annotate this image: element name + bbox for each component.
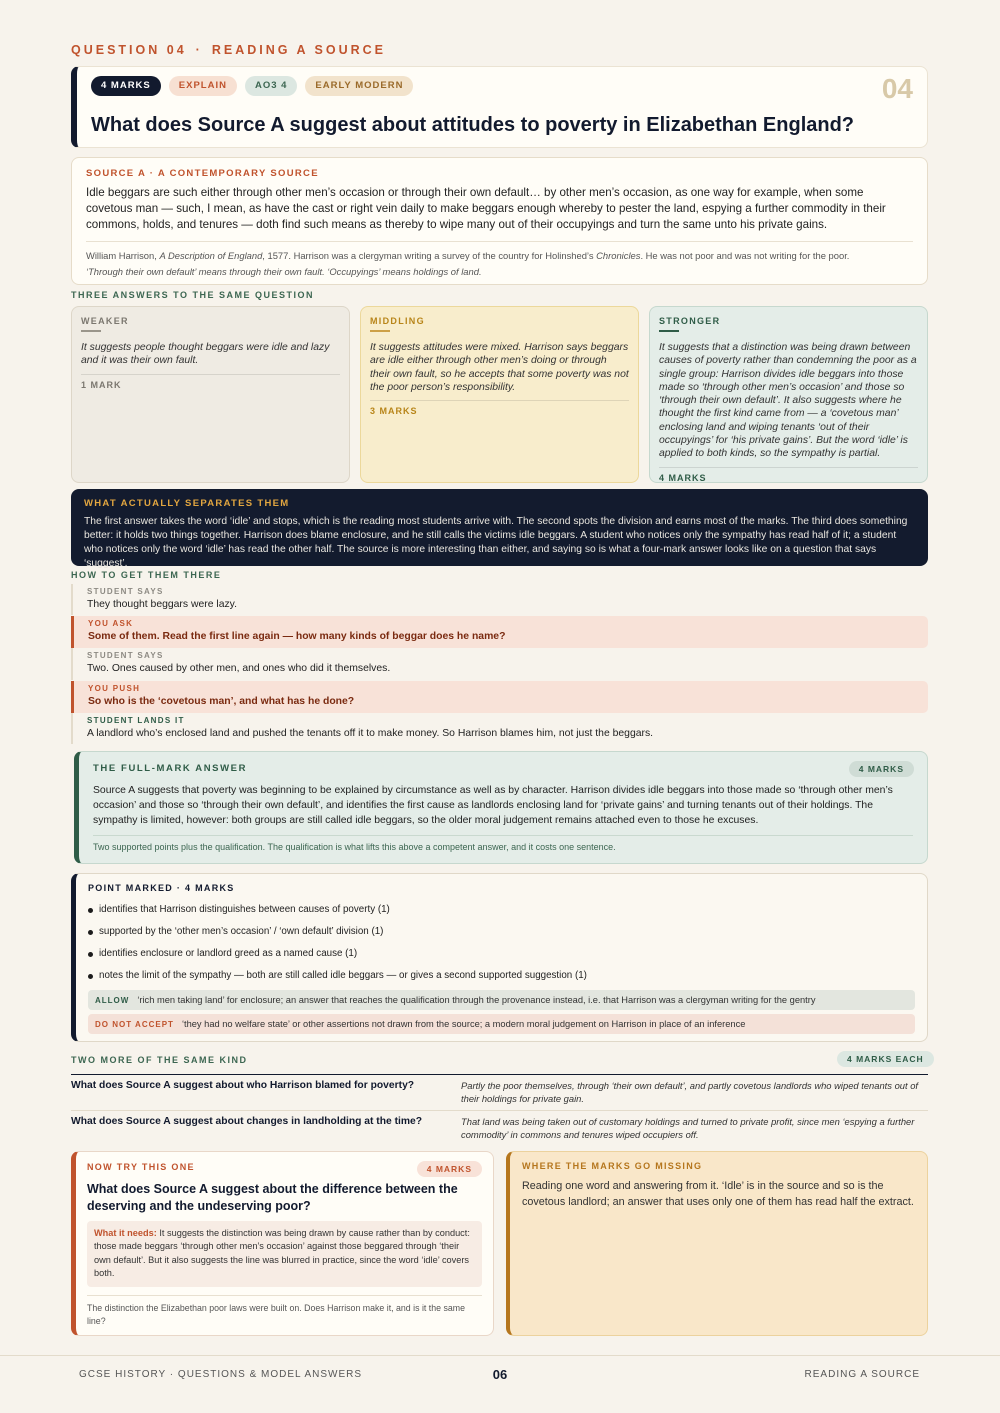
try-footnote: The distinction the Elizabethan poor laws were built on. Does Harrison make it, and is it the same line?	[87, 1295, 482, 1328]
source-text: Idle beggars are such either through other men’s occasion or through their own default… by other men’s occasion, as one way for example, when some covetous man — such, I mean, as have the cast or right vein daily to make beggars enough whereby to pester the land, espying a further commodity in their commons, holds, and tenures — doth find such means as thereby to wipe many out of their occupyings and turn the same unto his private gains.	[86, 186, 886, 231]
answer-stronger	[649, 306, 928, 483]
do-not-accept-row	[88, 1014, 915, 1034]
dialogue-teacher	[71, 681, 928, 713]
dialogue-line: They thought beggars were lazy.	[87, 599, 237, 610]
dialogue-line: Some of them. Read the first line again — how many kinds of beggar does he name?	[88, 631, 506, 642]
allow-row	[88, 990, 915, 1010]
provenance-mid: , 1577. Harrison was a clergyman writing a survey of the country for Holinshed’s	[262, 250, 597, 261]
question-number: 04	[881, 73, 913, 104]
separates-panel	[71, 489, 928, 569]
three-answers-heading: THREE ANSWERS TO THE SAME QUESTION	[71, 290, 315, 300]
dialogue-teacher	[71, 616, 928, 648]
source-provenance	[86, 241, 913, 280]
mark-scheme	[71, 873, 928, 1042]
tag-marks: 4 MARKS	[91, 76, 161, 96]
do-not-accept-label: DO NOT ACCEPT	[95, 1020, 174, 1029]
two-more-table	[71, 1074, 928, 1146]
mark-point: notes the limit of the sympathy — both are still called idle beggars — or gives a second supported suggestion (1)	[88, 965, 915, 987]
table-answer: That land was being taken out of customary holdings and turned to private profit, since men ‘espying a further commodity’ in commons and tenures wiped occupiers off.	[461, 1116, 915, 1140]
mark-point: identifies enclosure or landlord greed as a named cause (1)	[88, 943, 915, 965]
full-mark-text: Source A suggests that poverty was beginning to be explained by circumstance as well as by character. Harrison divides idle beggars into those made so ‘through other men’s occasion’ and those so ‘through their own default’, and identifies the first cause as landlords enclosing land for ‘private gains’ and turning tenants out of their holdings. The sympathy is limited, however: both groups are still called idle beggars, so the older moral judgement remains attached even to those he excuses.	[93, 785, 893, 826]
needs-label: What it needs:	[94, 1228, 157, 1238]
try-this-card	[71, 1151, 494, 1336]
source-card	[71, 157, 928, 285]
dialogue-speaker: STUDENT LANDS IT	[87, 716, 185, 725]
tag-period: EARLY MODERN	[305, 76, 413, 96]
dialogue-line: A landlord who’s enclosed land and pushed the tenants off it to make money. So Harrison blames him, not just the beggars.	[87, 728, 654, 739]
dialogue-line: Two. Ones caused by other men, and ones who did it themselves.	[87, 663, 391, 674]
full-mark-label: THE FULL-MARK ANSWER	[93, 763, 248, 774]
page-footer	[0, 1355, 1000, 1413]
tag-command: EXPLAIN	[169, 76, 237, 96]
try-label: NOW TRY THIS ONE	[87, 1162, 195, 1172]
provenance-chronicles: Chronicles	[596, 250, 641, 261]
kicker-topic: READING A SOURCE	[211, 43, 387, 57]
provenance-book: A Description of England	[159, 250, 263, 261]
dialogue-speaker: STUDENT SAYS	[87, 651, 164, 660]
table-question: What does Source A suggest about who Harrison blamed for poverty?	[71, 1080, 415, 1091]
provenance-author: William Harrison,	[86, 250, 160, 261]
dialogue-speaker: STUDENT SAYS	[87, 587, 164, 596]
question-card	[71, 66, 928, 148]
tag-objective: AO3 4	[245, 76, 297, 96]
answer-label: STRONGER	[659, 316, 721, 326]
footer-left: GCSE HISTORY · QUESTIONS & MODEL ANSWERS	[79, 1369, 363, 1380]
source-gloss: ‘Through their own default’ means through their own fault. ‘Occupyings’ means holdings of land.	[86, 266, 482, 277]
dialogue-student	[71, 648, 928, 680]
page-number: 06	[492, 1367, 508, 1382]
question-tags	[91, 76, 413, 96]
table-row	[71, 1075, 928, 1111]
footer-right: READING A SOURCE	[804, 1369, 920, 1380]
answer-middling	[360, 306, 639, 483]
provenance-end: . He was not poor and was not writing for the poor.	[640, 250, 850, 261]
dialogue-student-lands	[71, 713, 928, 744]
mark-point: identifies that Harrison distinguishes between causes of poverty (1)	[88, 899, 915, 921]
table-question: What does Source A suggest about changes in landholding at the time?	[71, 1116, 423, 1127]
kicker-question: QUESTION 04	[71, 43, 187, 57]
answer-weaker	[71, 306, 350, 483]
two-more-heading: TWO MORE OF THE SAME KIND	[71, 1055, 248, 1065]
do-not-accept-text: ‘they had no welfare state’ or other assertions not drawn from the source; a modern moral judgement on Harrison in place of an inference	[181, 1019, 746, 1029]
dialogue-speaker: YOU ASK	[88, 619, 134, 628]
how-heading: HOW TO GET THEM THERE	[71, 570, 222, 580]
allow-text: ‘rich men taking land’ for enclosure; an answer that reaches the qualification through the provenance instead, i.e. that Harrison was a clergyman writing for the gentry	[137, 995, 816, 1005]
dialogue-speaker: YOU PUSH	[88, 684, 141, 693]
answer-text: It suggests attitudes were mixed. Harrison says beggars are idle either through other men’s doing or through their own fault, so he accepts that some poverty was not the poor person’s responsibility.	[370, 342, 629, 393]
allow-label: ALLOW	[95, 996, 130, 1005]
separates-label: WHAT ACTUALLY SEPARATES THEM	[84, 498, 290, 509]
needs-text: It suggests the distinction was being drawn by cause rather than by conduct: those made beggars ‘through other men’s occasion’ against those beggared through ‘their own default’. But it also suggests the line was blurred in practice, since the word ‘idle’ covers both.	[94, 1228, 470, 1279]
two-more-badge: 4 MARKS EACH	[837, 1051, 934, 1067]
answer-rule	[370, 330, 390, 332]
missing-label: WHERE THE MARKS GO MISSING	[522, 1161, 703, 1171]
answer-rule	[81, 330, 101, 332]
try-needs	[87, 1221, 482, 1287]
question-title: What does Source A suggest about attitudes to poverty in Elizabethan England?	[91, 114, 855, 136]
answer-rule	[659, 330, 679, 332]
separates-text: The first answer takes the word ‘idle’ and stops, which is the reading most students arrive with. The second spots the division and earns most of the marks. The third does something better: it holds two things together. Harrison does blame enclosure, and he still calls the victims idle beggars. A student who notices only the sympathy has read half of it; a student who notices only the word ‘idle’ has read the other half. The source is more interesting than either, and saying so is what a four-mark answer looks like on a question that says ‘suggest’.	[84, 516, 908, 569]
answer-marks: 1 MARK	[81, 374, 340, 390]
full-mark-badge: 4 MARKS	[849, 761, 914, 777]
kicker-separator: ·	[195, 43, 203, 57]
mark-scheme-list	[88, 899, 915, 987]
page-kicker	[71, 43, 386, 57]
answer-label: MIDDLING	[370, 316, 425, 326]
table-answer: Partly the poor themselves, through ‘their own default’, and partly covetous landlords who wiped tenants out of their holdings for private gain.	[461, 1080, 919, 1104]
dialogue-student	[71, 584, 928, 615]
try-question: What does Source A suggest about the difference between the deserving and the undeserving poor?	[87, 1182, 458, 1213]
answer-marks: 4 MARKS	[659, 467, 918, 483]
source-label: SOURCE A · A CONTEMPORARY SOURCE	[86, 168, 319, 179]
marks-missing-card	[506, 1151, 928, 1336]
full-mark-note: Two supported points plus the qualification. The qualification is what lifts this above a competent answer, and it costs one sentence.	[93, 835, 913, 852]
missing-text: Reading one word and answering from it. ‘Idle’ is in the source and so is the covetous landlord; an answer that uses only one of them has read half the extract.	[522, 1180, 914, 1208]
answer-label: WEAKER	[81, 316, 129, 326]
mark-scheme-label: POINT MARKED · 4 MARKS	[88, 883, 235, 893]
mark-point: supported by the ‘other men’s occasion’ / ‘own default’ division (1)	[88, 921, 915, 943]
try-badge: 4 MARKS	[417, 1161, 482, 1177]
answer-text: It suggests people thought beggars were idle and lazy and it was their own fault.	[81, 342, 330, 367]
dialogue-line: So who is the ‘covetous man’, and what has he done?	[88, 696, 355, 707]
full-mark-answer	[74, 751, 928, 864]
table-row	[71, 1111, 928, 1146]
answer-marks: 3 MARKS	[370, 400, 629, 416]
answer-text: It suggests that a distinction was being drawn between causes of poverty rather than condemning the poor as a single group: Harrison divides idle beggars into those made so ‘through other men’s occasion’ and those so ‘through their own default’. It also suggests where he thought the first kind came from — a ‘covetous man’ enclosing land and wiping tenants ‘out of their occupyings’ for ‘his private gains’. But the word ‘idle’ is applied to both kinds, so the sympathy is partial.	[659, 342, 917, 460]
